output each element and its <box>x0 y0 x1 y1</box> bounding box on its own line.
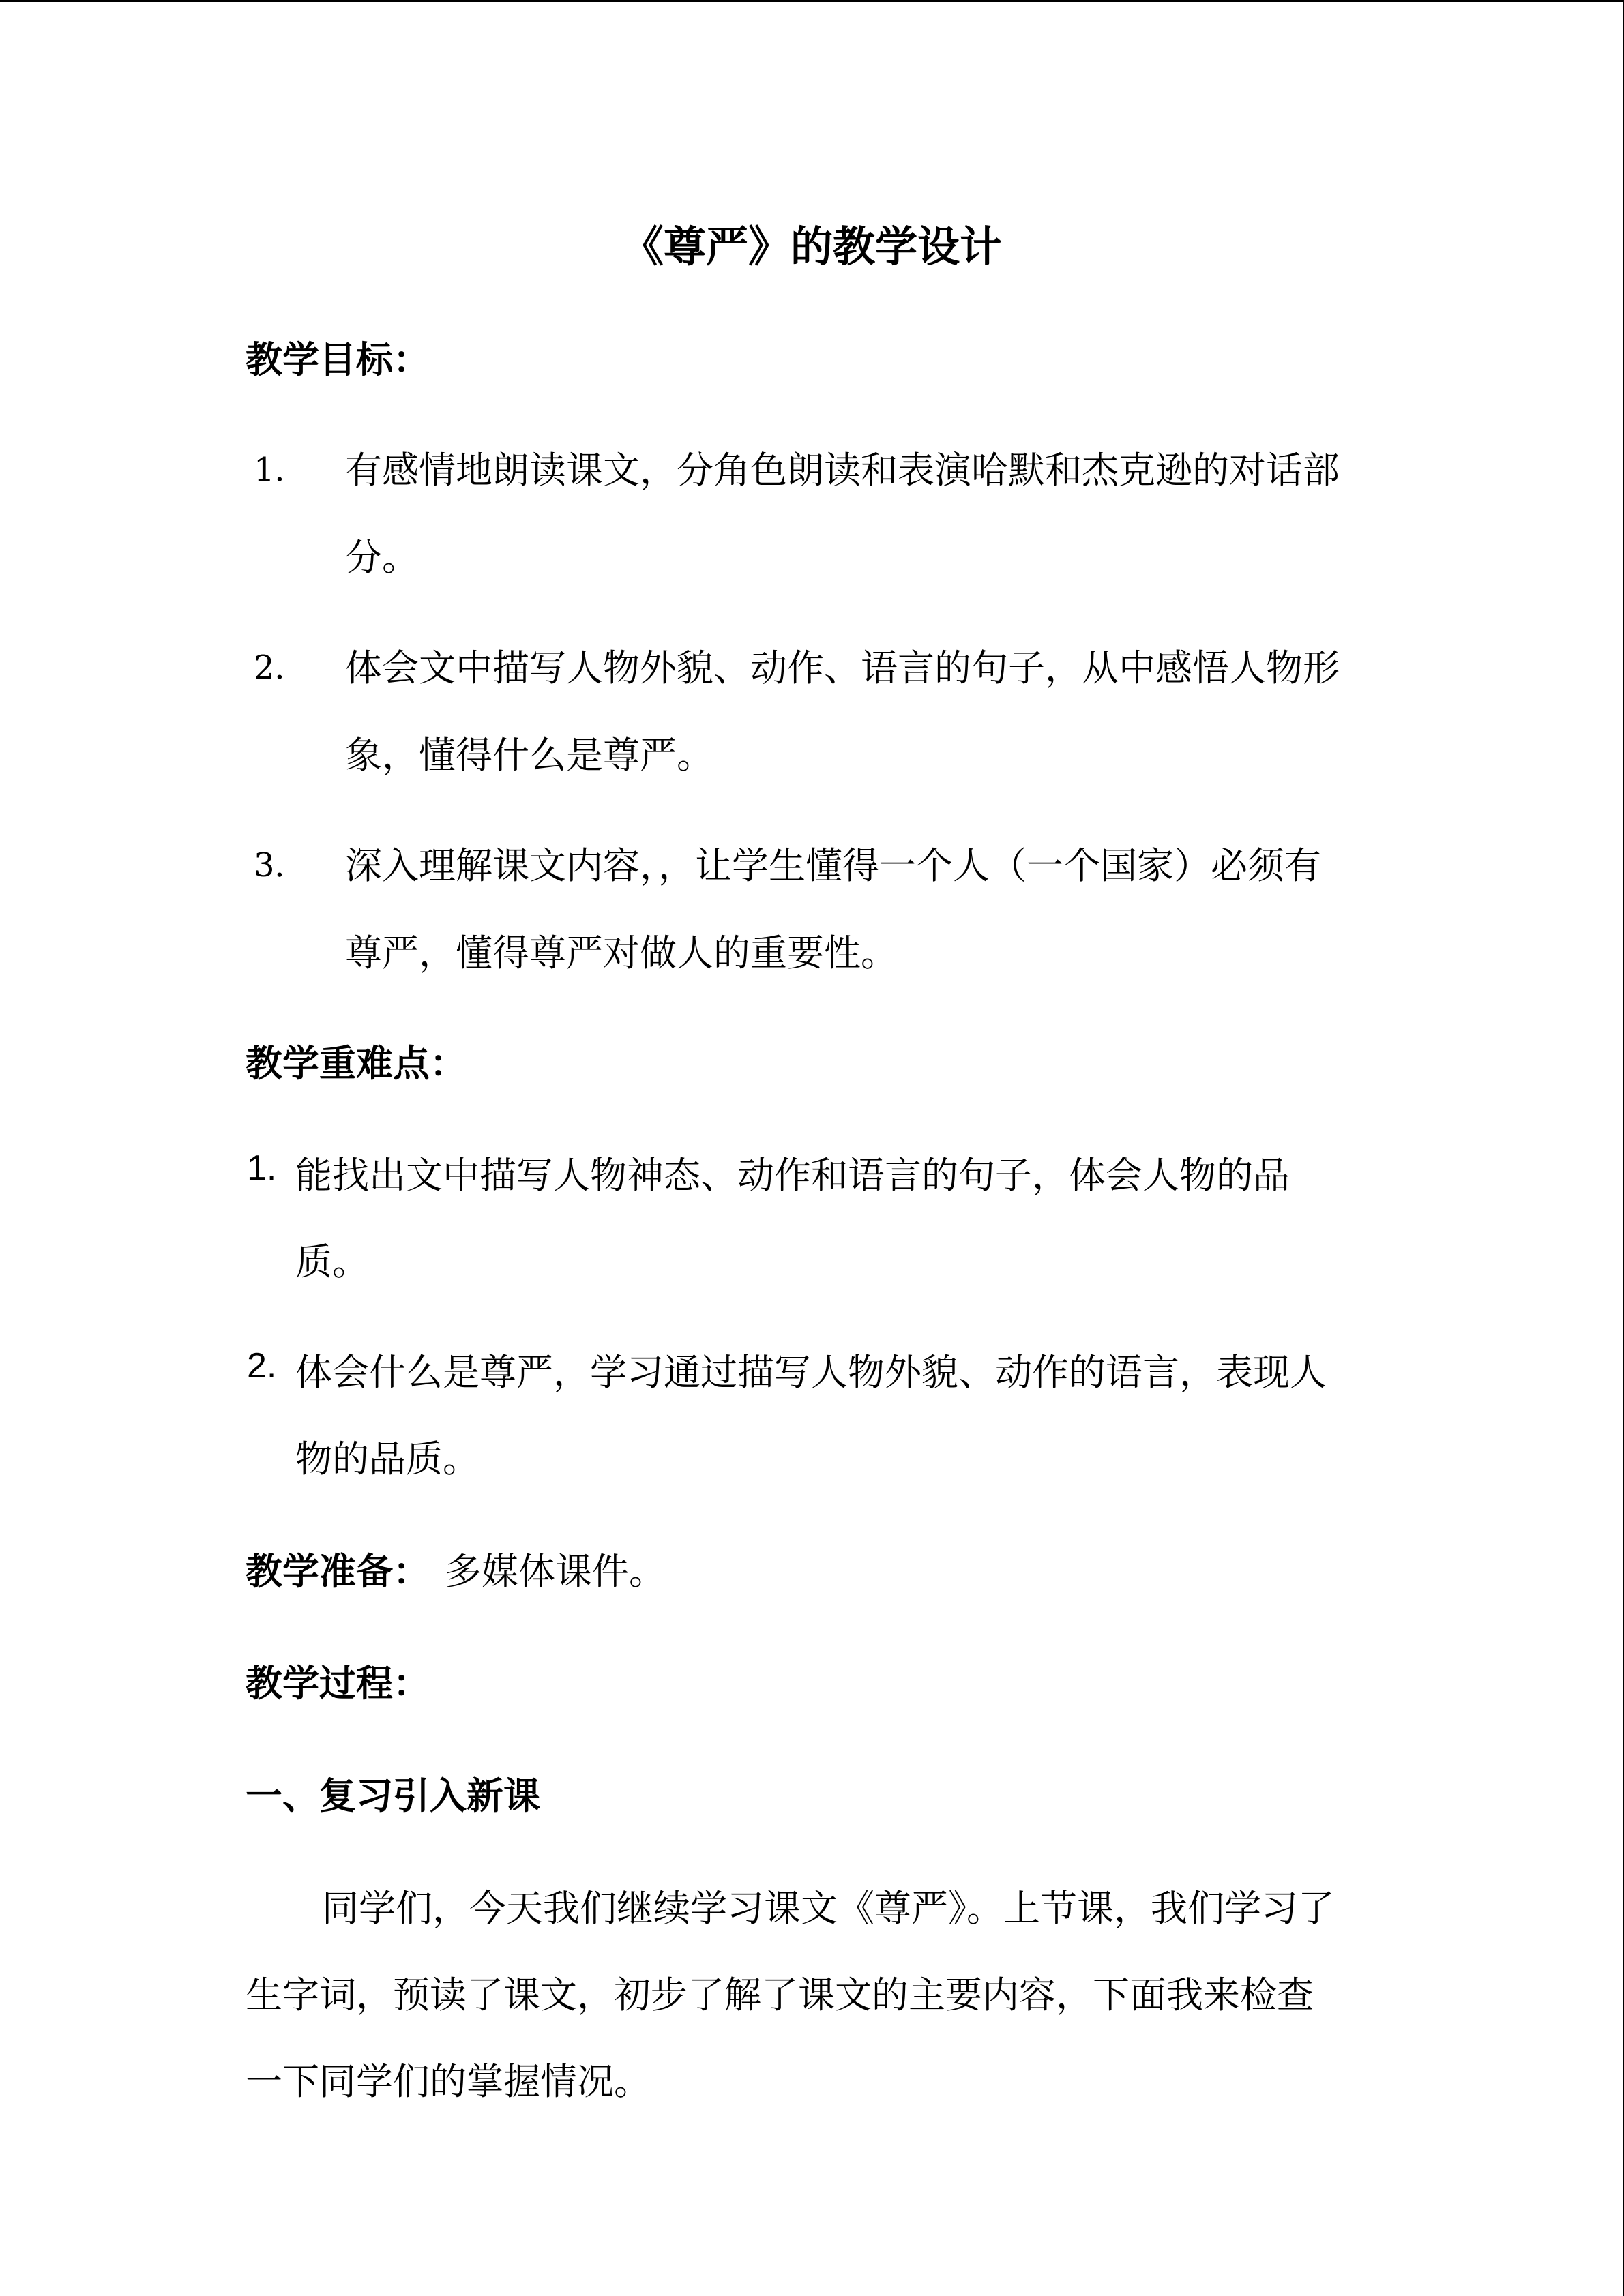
preparation-label: 教学准备： <box>246 1550 430 1593</box>
section-1-paragraph-line1: 同学们，今天我们继续学习课文《尊严》。上节课，我们学习了 <box>322 1887 1335 1930</box>
key-point-1-number: 1. <box>247 1148 277 1188</box>
objective-3-line2: 尊严，懂得尊严对做人的重要性。 <box>345 931 898 974</box>
key-point-1-line1: 能找出文中描写人物神态、动作和语言的句子，体会人物的品 <box>295 1154 1290 1197</box>
section-1-heading: 一、复习引入新课 <box>246 1774 540 1817</box>
objective-1-line1: 有感情地朗读课文，分角色朗读和表演哈默和杰克逊的对话部 <box>345 449 1340 492</box>
objectives-heading: 教学目标： <box>246 338 430 381</box>
objective-2-number: 2． <box>254 648 308 687</box>
objective-1-line2: 分。 <box>345 536 419 579</box>
document-title: 《尊严》的教学设计 <box>621 222 1002 271</box>
key-points-heading: 教学重难点： <box>246 1042 467 1085</box>
preparation-value: 多媒体课件。 <box>445 1550 666 1593</box>
key-point-2-line1: 体会什么是尊严，学习通过描写人物外貌、动作的语言，表现人 <box>295 1351 1327 1394</box>
process-heading: 教学过程： <box>246 1662 430 1705</box>
key-point-2-line2: 物的品质。 <box>295 1437 479 1480</box>
section-1-paragraph-line2: 生字词，预读了课文，初步了解了课文的主要内容，下面我来检查 <box>246 1973 1314 2016</box>
objective-2-line1: 体会文中描写人物外貌、动作、语言的句子，从中感悟人物形 <box>345 646 1340 689</box>
key-point-1-line2: 质。 <box>295 1240 369 1283</box>
document-page <box>246 0 1378 2296</box>
section-1-paragraph-line3: 一下同学们的掌握情况。 <box>246 2060 651 2103</box>
objective-1-number: 1． <box>254 451 308 489</box>
objective-2-line2: 象，懂得什么是尊严。 <box>345 734 713 777</box>
objective-3-line1: 深入理解课文内容，，让学生懂得一个人（一个国家）必须有 <box>345 844 1321 887</box>
objective-3-number: 3． <box>254 846 308 884</box>
key-point-2-number: 2. <box>247 1346 277 1386</box>
